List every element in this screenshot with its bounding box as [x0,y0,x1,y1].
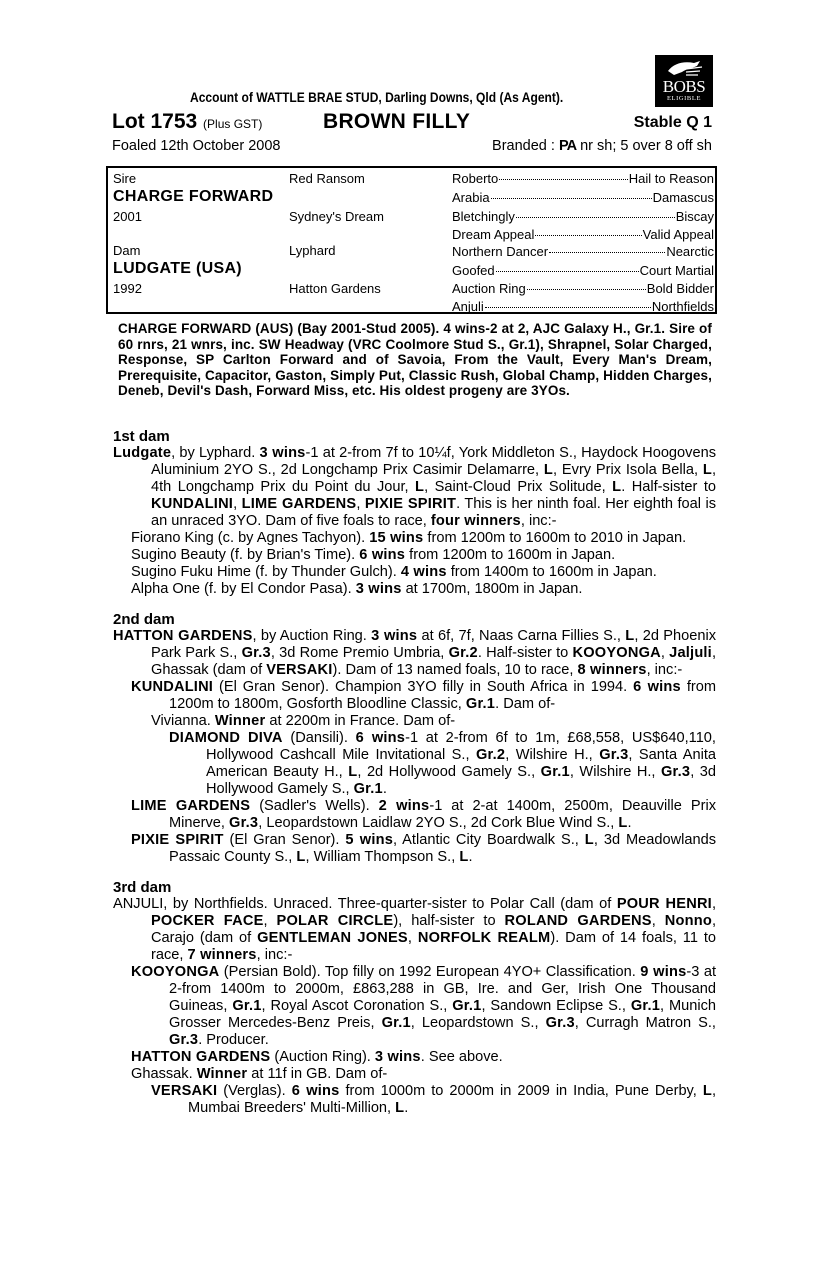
text-run: . This is her ninth foal. Her eighth foal is an unraced 3YO. Dam of five foals to race, [151,496,717,529]
bold-text-run: L [612,479,622,495]
bold-text-run: Jaljuli [669,645,712,661]
text-run: , William Thompson S., [305,849,460,865]
bold-text-run: Gr.1 [381,1015,411,1031]
text-run: at 11f in GB. Dam of- [247,1066,388,1082]
dot-leader [527,289,646,290]
bold-text-run: 3 wins [374,1049,421,1065]
section-heading: 2nd dam [113,611,175,628]
bold-text-run: KUNDALINI [151,496,234,512]
section-heading: 3rd dam [113,879,172,896]
text-run: , [233,496,242,512]
great-grandsire-name: Bold Bidder [646,281,714,296]
text-run: . See above. [420,1049,503,1065]
text-run: , inc:- [256,947,293,963]
bold-text-run: Gr.1 [452,998,482,1014]
text-run: Fiorano King (c. by Agnes Tachyon). [131,530,370,546]
bold-text-run: GENTLEMAN JONES [257,930,408,946]
text-run: , 3d Hollywood Gamely S., [206,764,716,797]
bold-text-run: four winners [430,513,521,529]
bold-text-run: Gr.3 [545,1015,575,1031]
sire-summary: CHARGE FORWARD (AUS) (Bay 2001-Stud 2005). 4 wins-2 at 2, AJC Galaxy H., Gr.1. Sire of 60 rnrs, 21 wnrs, inc. SW Headway (VRC Coolmore Stud S., Gr.1), Shrapnel, Solar Charged, Response, SP Carlton Forward and of Savoia, From the Vault, Every Man's Dream, Prerequisite, Capacitor, Gaston, Simply Put, Classic Rush, Global Champ, Hidden Charges, Deneb, Devil's Dash, Forward Miss, etc. His oldest progeny are 3YOs. [118,321,712,399]
text-run: . [404,1100,409,1116]
bold-text-run: L [584,832,594,848]
horse-description: BROWN FILLY [323,110,471,133]
foaling-date: Foaled 12th October 2008 [112,138,281,154]
bold-text-run: VERSAKI [151,1083,218,1099]
text-run: , Wilshire H., [505,747,600,763]
great-grandsire-name: Valid Appeal [642,227,714,242]
pedigree-entry [113,581,716,598]
grandparent-name: Goofed [452,263,495,278]
text-run: at 2200m in France. Dam of- [265,713,456,729]
bold-text-run: NORFOLK REALM [417,930,551,946]
text-run: at 6f, 7f, Naas Carna Fillies S., [417,628,626,644]
text-run: , Atlantic City Boardwalk S., [393,832,585,848]
gst-note: (Plus GST) [203,117,263,131]
great-grandsire-name: Court Martial [639,263,714,278]
great-grandsire-name: Northfields [651,299,714,314]
text-run: . [468,849,473,865]
section-heading: 1st dam [113,428,170,445]
bold-text-run: 8 winners [577,662,647,678]
sire-dam: Sydney's Dream [289,209,384,224]
pedigree-entry [113,896,716,964]
bold-text-run: POCKER FACE [151,913,264,929]
bold-text-run: 3 wins [371,628,418,644]
pedigree-entry [113,547,716,564]
dam-name: LUDGATE (USA) [113,260,242,277]
pedigree-table [106,166,717,314]
text-run: Ghassak. [131,1066,197,1082]
text-run: ), half-sister to [393,913,505,929]
text-run: (Sadler's Wells). [250,798,379,814]
dam-year: 1992 [113,281,142,296]
text-run: , Santa Anita American Beauty H., [206,747,716,780]
bold-text-run: 3 wins [259,445,306,461]
text-run: , Royal Ascot Coronation S., [261,998,453,1014]
text-run: , Ghassak (dam of [151,645,716,678]
bold-text-run: 2 wins [378,798,430,814]
bold-text-run: Gr.3 [229,815,259,831]
text-run: , [651,913,665,929]
grandparent-row [452,263,714,278]
grandparent-name: Auction Ring [452,281,526,296]
bold-text-run: Gr.1 [540,764,570,780]
text-run: , Leopardstown S., [410,1015,546,1031]
text-run: , [660,645,670,661]
text-run: (Verglas). [217,1083,292,1099]
grandparent-name: Northern Dancer [452,244,549,259]
bold-text-run: L [625,628,635,644]
bold-text-run: Gr.3 [169,1032,199,1048]
text-run: , Wilshire H., [569,764,661,780]
grandparent-name: Anjuli [452,299,484,314]
bold-text-run: 6 wins [355,730,406,746]
pedigree-entry [113,713,716,730]
text-run: , Sandown Eclipse S., [481,998,631,1014]
pedigree-entry [113,1083,716,1117]
text-run: , Carajo (dam of [151,913,716,946]
logo-text: BOBS [662,77,706,96]
bold-text-run: 6 wins [291,1083,340,1099]
text-run: from 1000m to 2000m in 2009 in India, Pune Derby, [339,1083,703,1099]
text-run: at 1700m, 1800m in Japan. [401,581,583,597]
vendor-account: Account of WATTLE BRAE STUD, Darling Downs, Qld (As Agent). [190,89,564,105]
pedigree-entry [113,1049,716,1066]
pedigree-entry [113,798,716,832]
bold-text-run: L [543,462,554,478]
bold-text-run: DIAMOND DIVA [169,730,283,746]
text-run: , 3d Meadowlands Passaic County S., [169,832,717,865]
grandparent-name: Dream Appeal [452,227,535,242]
horse-head-icon [664,59,704,79]
text-run: , inc:- [520,513,557,529]
bold-text-run: ROLAND GARDENS [504,913,652,929]
bold-text-run: Gr.2 [476,747,506,763]
bold-text-run: L [348,764,358,780]
text-run: . Producer. [198,1032,269,1048]
stable-location: Stable Q 1 [633,114,712,131]
dot-leader [499,179,627,180]
text-run: , Munich Grosser Mercedes-Benz Preis, [169,998,717,1031]
bold-text-run: POLAR CIRCLE [276,913,394,929]
grandparent-name: Roberto [452,171,499,186]
bold-text-run: L [702,462,712,478]
bold-text-run: Gr.1 [465,696,496,712]
dot-leader [496,271,639,272]
brand-mark: PA [558,138,577,154]
dot-leader [485,307,651,308]
pedigree-entry [113,628,716,679]
text-run: -1 at 2-from 6f to 1m, £68,558, US$640,110, Hollywood Cashcall Mile Invitational S., [206,730,716,763]
bold-text-run: KUNDALINI [131,679,214,695]
text-run: (El Gran Senor). [223,832,346,848]
dam-dam: Hatton Gardens [289,281,381,296]
text-run: , Saint-Cloud Prix Solitude, [424,479,613,495]
bold-text-run: L [395,1100,405,1116]
text-run: . Half-sister to [477,645,573,661]
dam-section [113,879,716,1117]
grandparent-row [452,227,714,242]
bold-text-run: VERSAKI [266,662,333,678]
pedigree-entry [113,1066,716,1083]
bold-text-run: Gr.1 [232,998,262,1014]
text-run: Sugino Beauty (f. by Brian's Time). [131,547,360,563]
text-run: . [382,781,387,797]
pedigree-entry [113,964,716,1049]
bold-text-run: L [618,815,628,831]
great-grandsire-name: Hail to Reason [628,171,714,186]
bold-text-run: L [459,849,469,865]
grandparent-row [452,299,714,314]
lot-line [112,110,712,134]
bold-text-run: KOOYONGA [131,964,220,980]
text-run: -1 at 2-from 7f to 10¼f, York Middleton S., Haydock Hoogovens Aluminium 2YO S., 2d Longchamp Prix Casimir Delamarre, [151,445,716,478]
text-run: , 4th Longchamp Prix du Point du Jour, [151,462,716,495]
text-run: , inc:- [646,662,683,678]
bold-text-run: Gr.3 [660,764,691,780]
text-run: . Half-sister to [621,479,717,495]
bold-text-run: Gr.3 [599,747,629,763]
dam-section [113,611,716,866]
bold-text-run: Nonno [664,913,712,929]
text-run: (Auction Ring). [270,1049,375,1065]
dam-families [113,428,716,1130]
text-run: (Persian Bold). Top filly on 1992 European 4YO+ Classification. [219,964,641,980]
bold-text-run: Winner [196,1066,248,1082]
bold-text-run: Ludgate [113,445,172,461]
bold-text-run: Gr.1 [630,998,661,1014]
text-run: from 1400m to 1600m in Japan. [446,564,657,580]
text-run: ANJULI, by Northfields. Unraced. Three-quarter-sister to Polar Call (dam of [113,896,617,912]
brand-info [492,138,712,154]
sire-year: 2001 [113,209,142,224]
bold-text-run: Gr.2 [448,645,478,661]
great-grandsire-name: Damascus [652,190,714,205]
bold-text-run: L [415,479,425,495]
grandparent-row [452,281,714,296]
text-run: . [627,815,632,831]
grandparent-name: Bletchingly [452,209,515,224]
bold-text-run: 7 winners [187,947,257,963]
pedigree-entry [113,564,716,581]
bold-text-run: POUR HENRI [616,896,712,912]
bold-text-run: Gr.3 [241,645,271,661]
grandparent-name: Arabia [452,190,490,205]
text-run: . Dam of- [495,696,556,712]
text-run: from 1200m to 1600m in Japan. [405,547,616,563]
dot-leader [491,198,652,199]
bold-text-run: LIME GARDENS [131,798,251,814]
text-run: Sugino Fuku Hime (f. by Thunder Gulch). [131,564,401,580]
text-run: , Mumbai Breeders' Multi-Million, [188,1083,717,1116]
pedigree-entry [113,445,716,530]
text-run: , 3d Rome Premio Umbria, [270,645,449,661]
bold-text-run: L [296,849,306,865]
bold-text-run: 9 wins [640,964,687,980]
grandparent-row [452,244,714,259]
text-run: -3 at 2-from 1400m to 2000m, £863,288 in GB, Ire. and Ger, Irish One Thousand Guineas, [169,964,716,1014]
text-run: Vivianna. [151,713,215,729]
branded-detail: nr sh; 5 over 8 off sh [580,138,712,154]
great-grandsire-name: Biscay [675,209,714,224]
pedigree-entry [113,832,716,866]
bold-text-run: KOOYONGA [572,645,661,661]
bold-text-run: 5 wins [345,832,394,848]
text-run: , Evry Prix Isola Bella, [553,462,703,478]
text-run: , 2d Hollywood Gamely S., [357,764,541,780]
dot-leader [516,217,675,218]
grandparent-row [452,171,714,186]
pedigree-entry [113,730,716,798]
text-run: (El Gran Senor). Champion 3YO filly in South Africa in 1994. [213,679,634,695]
text-run: ). Dam of 14 foals, 11 to race, [151,930,717,963]
bold-text-run: HATTON GARDENS [113,628,253,644]
bold-text-run: LIME GARDENS [241,496,357,512]
bold-text-run: 6 wins [633,679,681,695]
dot-leader [535,235,641,236]
text-run: , by Lyphard. [171,445,260,461]
bobs-eligible-logo [655,55,713,107]
dot-leader [549,252,665,253]
branded-label: Branded : [492,138,555,154]
sire-sire: Red Ransom [289,171,365,186]
text-run: from 1200m to 1800m, Gosforth Bloodline Classic, [169,679,717,712]
dam-sire: Lyphard [289,243,336,258]
pedigree-entry [113,530,716,547]
text-run: from 1200m to 1600m to 2010 in Japan. [423,530,687,546]
text-run: (Dansili). [282,730,356,746]
text-run: , [407,930,418,946]
lot-number [112,110,262,134]
text-run: , 2d Phoenix Park Park S., [151,628,716,661]
text-run: , Curragh Matron S., [574,1015,716,1031]
pedigree-entry [113,679,716,713]
bold-text-run: 15 wins [369,530,424,546]
dam-label: Dam [113,243,141,258]
lot-label: Lot 1753 [112,110,198,133]
sire-label: Sire [113,171,137,186]
text-run: , [711,896,716,912]
bold-text-run: 4 wins [400,564,447,580]
text-run: -1 at 2-at 1400m, 2500m, Deauville Prix Minerve, [169,798,717,831]
text-run: , [356,496,365,512]
bold-text-run: 3 wins [355,581,402,597]
bold-text-run: PIXIE SPIRIT [131,832,224,848]
bold-text-run: 6 wins [359,547,406,563]
bold-text-run: HATTON GARDENS [131,1049,271,1065]
dam-section [113,428,716,598]
bold-text-run: Gr.1 [353,781,383,797]
sire-name: CHARGE FORWARD [113,188,274,205]
text-run: Alpha One (f. by El Condor Pasa). [131,581,356,597]
great-grandsire-name: Nearctic [666,244,714,259]
logo-subtext: ELIGIBLE [666,95,702,102]
bold-text-run: Winner [214,713,266,729]
grandparent-row [452,190,714,205]
grandparent-row [452,209,714,224]
text-run: , Leopardstown Laidlaw 2YO S., 2d Cork Blue Wind S., [258,815,619,831]
bold-text-run: PIXIE SPIRIT [364,496,457,512]
text-run: , by Auction Ring. [252,628,372,644]
bold-text-run: L [702,1083,712,1099]
text-run: ). Dam of 13 named foals, 10 to race, [332,662,578,678]
text-run: , [263,913,277,929]
